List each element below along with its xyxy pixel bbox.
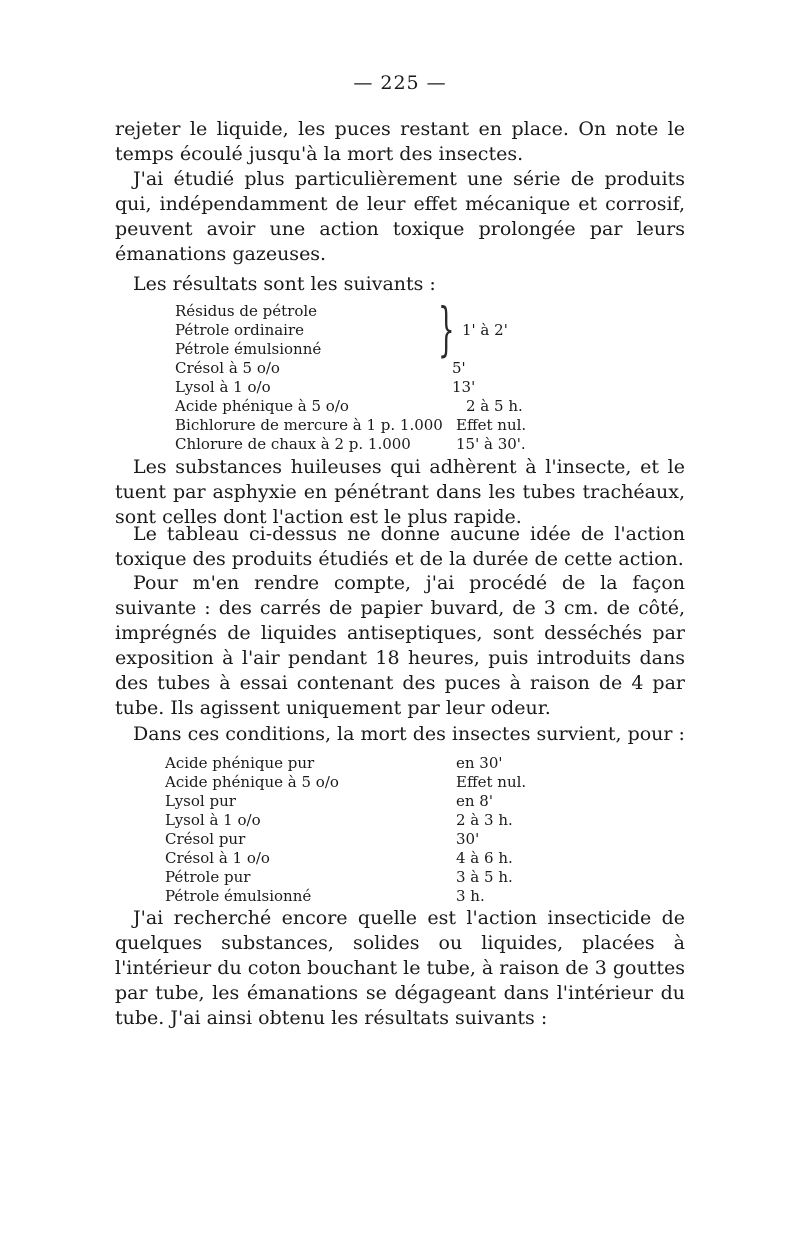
paragraph-continuation: rejeter le liquide, les puces restant en place. On note le temps écoulé jusqu'à la mort des insectes. xyxy=(115,118,685,165)
paragraph-study-intro: J'ai étudié plus particulièrement une série de produits qui, indépendamment de leur effet mécanique et corrosif, peuvent avoir une action toxique prolongée par leurs émanations gazeuses. xyxy=(115,168,685,265)
table-row: Crésol à 1 o/o xyxy=(165,849,270,867)
table-row: Pétrole ordinaire xyxy=(175,321,305,339)
table-row: Pétrole pur xyxy=(165,868,251,886)
paragraph-results-intro: Les résultats sont les suivants : xyxy=(133,273,436,295)
page-number: — 225 — xyxy=(353,72,447,94)
table-row: Bichlorure de mercure à 1 p. 1.000 xyxy=(175,416,443,434)
table-cell-value: 2 à 3 h. xyxy=(456,811,513,829)
table-row: Crésol à 5 o/o xyxy=(175,359,280,377)
paragraph-conditions: Dans ces conditions, la mort des insectes survient, pour : xyxy=(133,723,685,745)
table-row: Crésol pur xyxy=(165,830,246,848)
table-row: Lysol à 1 o/o xyxy=(175,378,271,396)
table-row: Acide phénique à 5 o/o xyxy=(175,397,349,415)
table-cell-value: 5' xyxy=(452,359,466,377)
table-cell-value: en 8' xyxy=(456,792,493,810)
table-cell-value: Effet nul. xyxy=(456,416,527,434)
table-cell-value: 2 à 5 h. xyxy=(466,397,523,415)
table-row: Acide phénique pur xyxy=(165,754,315,772)
table-row: Acide phénique à 5 o/o xyxy=(165,773,339,791)
table-row: Résidus de pétrole xyxy=(175,302,318,320)
paragraph-table-note: Le tableau ci-dessus ne donne aucune idée de l'action toxique des produits étudiés et de la durée de cette action. xyxy=(115,523,685,570)
table-cell-value: 30' xyxy=(456,830,480,848)
paragraph-method: Pour m'en rendre compte, j'ai procédé de la façon suivante : des carrés de papier buvard, de 3 cm. de côté, imprégnés de liquides antiseptiques, sont desséchés par exposition à l'air pendant 18 heures, puis introduits dans des tubes à essai contenant des puces à raison de 4 par tube. Ils agissent uniquement par leur odeur. xyxy=(115,572,685,719)
table-cell-value: 4 à 6 h. xyxy=(456,849,513,867)
table-group-value: 1' à 2' xyxy=(462,321,508,339)
table-cell-value: en 30' xyxy=(456,754,503,772)
table-row: Pétrole émulsionné xyxy=(175,340,322,358)
brace-group-marker: } xyxy=(438,295,455,363)
table-row: Lysol pur xyxy=(165,792,236,810)
table-cell-value: Effet nul. xyxy=(456,773,527,791)
paragraph-further-research: J'ai recherché encore quelle est l'action insecticide de quelques substances, solides ou liquides, placées à l'intérieur du coton bouchant le tube, à raison de 3 gouttes par tube, les émanations se dégageant dans l'intérieur du tube. J'ai ainsi obtenu les résultats suivants : xyxy=(115,907,685,1029)
table-cell-value: 3 à 5 h. xyxy=(456,868,513,886)
table-cell-value: 3 h. xyxy=(456,887,485,905)
table-row: Pétrole émulsionné xyxy=(165,887,312,905)
paragraph-oily-substances: Les substances huileuses qui adhèrent à l'insecte, et le tuent par asphyxie en pénétrant dans les tubes trachéaux, sont celles dont l'action est le plus rapide. xyxy=(115,456,685,528)
table-cell-value: 13' xyxy=(452,378,476,396)
table-row: Lysol à 1 o/o xyxy=(165,811,261,829)
table-row: Chlorure de chaux à 2 p. 1.000 xyxy=(175,435,411,453)
table-cell-value: 15' à 30'. xyxy=(456,435,526,453)
